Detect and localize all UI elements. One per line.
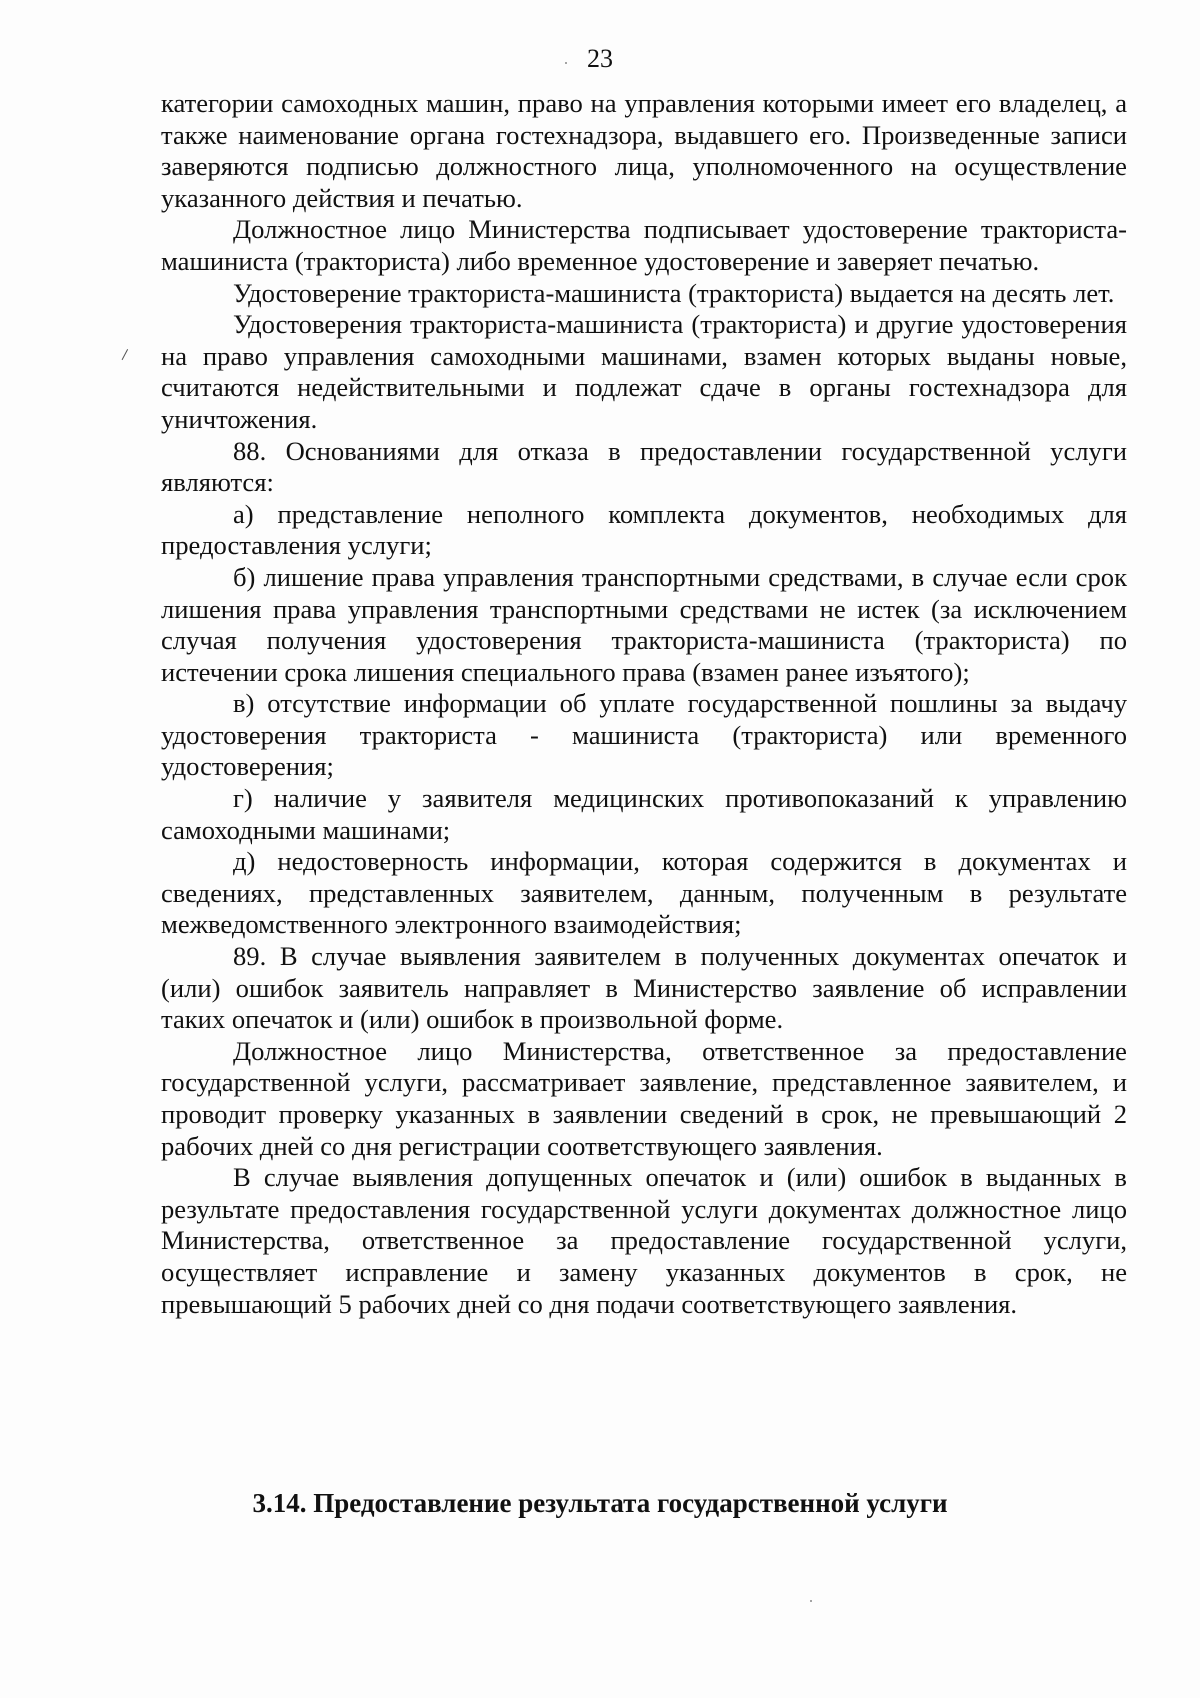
clause-88-item-v: в) отсутствие информации об уплате государственной пошлины за выдачу удостоверения тракториста - машиниста (тракториста) или временного удостоверения; [161,688,1127,782]
clause-88: 88. Основаниями для отказа в предоставлении государственной услуги являются: [161,435,1127,498]
clause-89: 89. В случае выявления заявителем в полученных документах опечаток и (или) ошибок заявитель направляет в Министерство заявление об исправлении таких опечаток и (или) ошибок в произвольной форме. [161,941,1127,1035]
scan-speck [565,62,567,64]
paragraph-signing: Должностное лицо Министерства подписывает удостоверение тракториста-машиниста (тракториста) либо временное удостоверение и заверяет печатью. [161,214,1127,276]
clause-88-item-d: д) недостоверность информации, которая содержится в документах и сведениях, представленных заявителем, данным, полученным в результате межведомственного электронного взаимодействия; [161,846,1127,940]
margin-pen-mark [122,349,134,363]
paragraph-correction: В случае выявления допущенных опечаток и (или) ошибок в выданных в результате предоставления государственной услуги документах должностное лицо Министерства, ответственное за предоставление государственной услуги, осуществляет исправление и замену указанных документов в срок, не превышающий 5 рабочих дней со дня подачи соответствующего заявления. [161,1162,1127,1319]
clause-88-item-a: а) представление неполного комплекта документов, необходимых для предоставления услуги; [161,498,1127,561]
clause-88-item-g: г) наличие у заявителя медицинских противопоказаний к управлению самоходными машинами; [161,783,1127,845]
body-text [161,88,1127,1320]
paragraph-validity: Удостоверение тракториста-машиниста (тракториста) выдается на десять лет. [233,277,1115,308]
paragraph-continuation: категории самоходных машин, право на управления которыми имеет его владелец, а также наименование органа гостехнадзора, выдавшего его. Произведенные записи заверяются подписью должностного лица, уполномоченного на осуществление указанного действия и печатью. [161,88,1127,213]
paragraph-invalidation: Удостоверения тракториста-машиниста (тракториста) и другие удостоверения на право управления самоходными машинами, взамен которых выданы новые, считаются недействительными и подлежат сдаче в органы гостехнадзора для уничтожения. [161,309,1127,434]
scan-speck [810,1600,812,1602]
section-heading: 3.14. Предоставление результата государственной услуги [252,1488,948,1518]
page-number: 23 [587,44,613,73]
clause-88-item-b: б) лишение права управления транспортными средствами, в случае если срок лишения права управления транспортными средствами не истек (за исключением случая получения удостоверения тракториста-машиниста (тракториста) по истечении срока лишения специального права (взамен ранее изъятого); [161,561,1127,687]
paragraph-review: Должностное лицо Министерства, ответственное за предоставление государственной услуги, рассматривает заявление, представленное заявителем, и проводит проверку указанных в заявлении сведений в срок, не превышающий 2 рабочих дней со дня регистрации соответствующего заявления. [161,1035,1127,1161]
